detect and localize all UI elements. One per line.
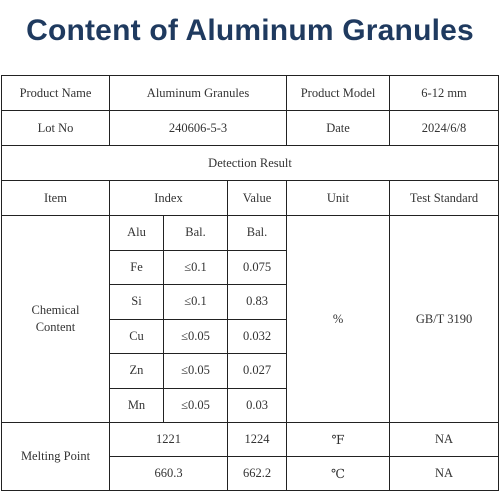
element-cell: Mn <box>110 388 164 423</box>
index-cell: ≤0.05 <box>164 354 228 389</box>
index-cell: ≤0.1 <box>164 250 228 285</box>
lot-no-value: 240606-5-3 <box>110 111 287 146</box>
value-cell: Bal. <box>228 216 287 251</box>
value-cell: 0.027 <box>228 354 287 389</box>
lot-no-label: Lot No <box>2 111 110 146</box>
index-cell: ≤0.05 <box>164 319 228 354</box>
table-row-detection <box>2 146 499 181</box>
element-cell: Fe <box>110 250 164 285</box>
table-row-column-headers <box>2 181 499 216</box>
product-model-value: 6-12 mm <box>390 76 499 111</box>
element-cell: Alu <box>110 216 164 251</box>
spec-table <box>1 75 499 491</box>
product-name-value: Aluminum Granules <box>110 76 287 111</box>
chemical-content-label <box>2 216 110 423</box>
page-title: Content of Aluminum Granules <box>26 14 474 47</box>
index-cell: ≤0.05 <box>164 388 228 423</box>
date-label: Date <box>287 111 390 146</box>
chemical-label-line2: Content <box>35 320 76 334</box>
column-header-item: Item <box>2 181 110 216</box>
value-cell: 0.03 <box>228 388 287 423</box>
value-cell: 0.075 <box>228 250 287 285</box>
detection-result-heading: Detection Result <box>2 146 499 181</box>
date-value: 2024/6/8 <box>390 111 499 146</box>
melting-value-cell: 1224 <box>228 423 287 457</box>
table-row-product <box>2 76 499 111</box>
chemical-label-line1: Chemical <box>31 303 80 317</box>
index-cell: ≤0.1 <box>164 285 228 320</box>
melting-standard-cell: NA <box>390 423 499 457</box>
table-row <box>2 216 499 251</box>
melting-unit-cell: ℉ <box>287 423 390 457</box>
product-model-label: Product Model <box>287 76 390 111</box>
melting-index-cell: 660.3 <box>110 457 228 491</box>
table-row-lot <box>2 111 499 146</box>
melting-unit-cell: ℃ <box>287 457 390 491</box>
melting-value-cell: 662.2 <box>228 457 287 491</box>
melting-point-label: Melting Point <box>2 423 110 491</box>
index-cell: Bal. <box>164 216 228 251</box>
column-header-test-standard: Test Standard <box>390 181 499 216</box>
column-header-value: Value <box>228 181 287 216</box>
column-header-index: Index <box>110 181 228 216</box>
element-cell: Cu <box>110 319 164 354</box>
melting-index-cell: 1221 <box>110 423 228 457</box>
chemical-test-standard: GB/T 3190 <box>390 216 499 423</box>
value-cell: 0.032 <box>228 319 287 354</box>
element-cell: Zn <box>110 354 164 389</box>
melting-standard-cell: NA <box>390 457 499 491</box>
chemical-unit: % <box>287 216 390 423</box>
table-row-melting-f <box>2 423 499 457</box>
value-cell: 0.83 <box>228 285 287 320</box>
column-header-unit: Unit <box>287 181 390 216</box>
product-name-label: Product Name <box>2 76 110 111</box>
element-cell: Si <box>110 285 164 320</box>
